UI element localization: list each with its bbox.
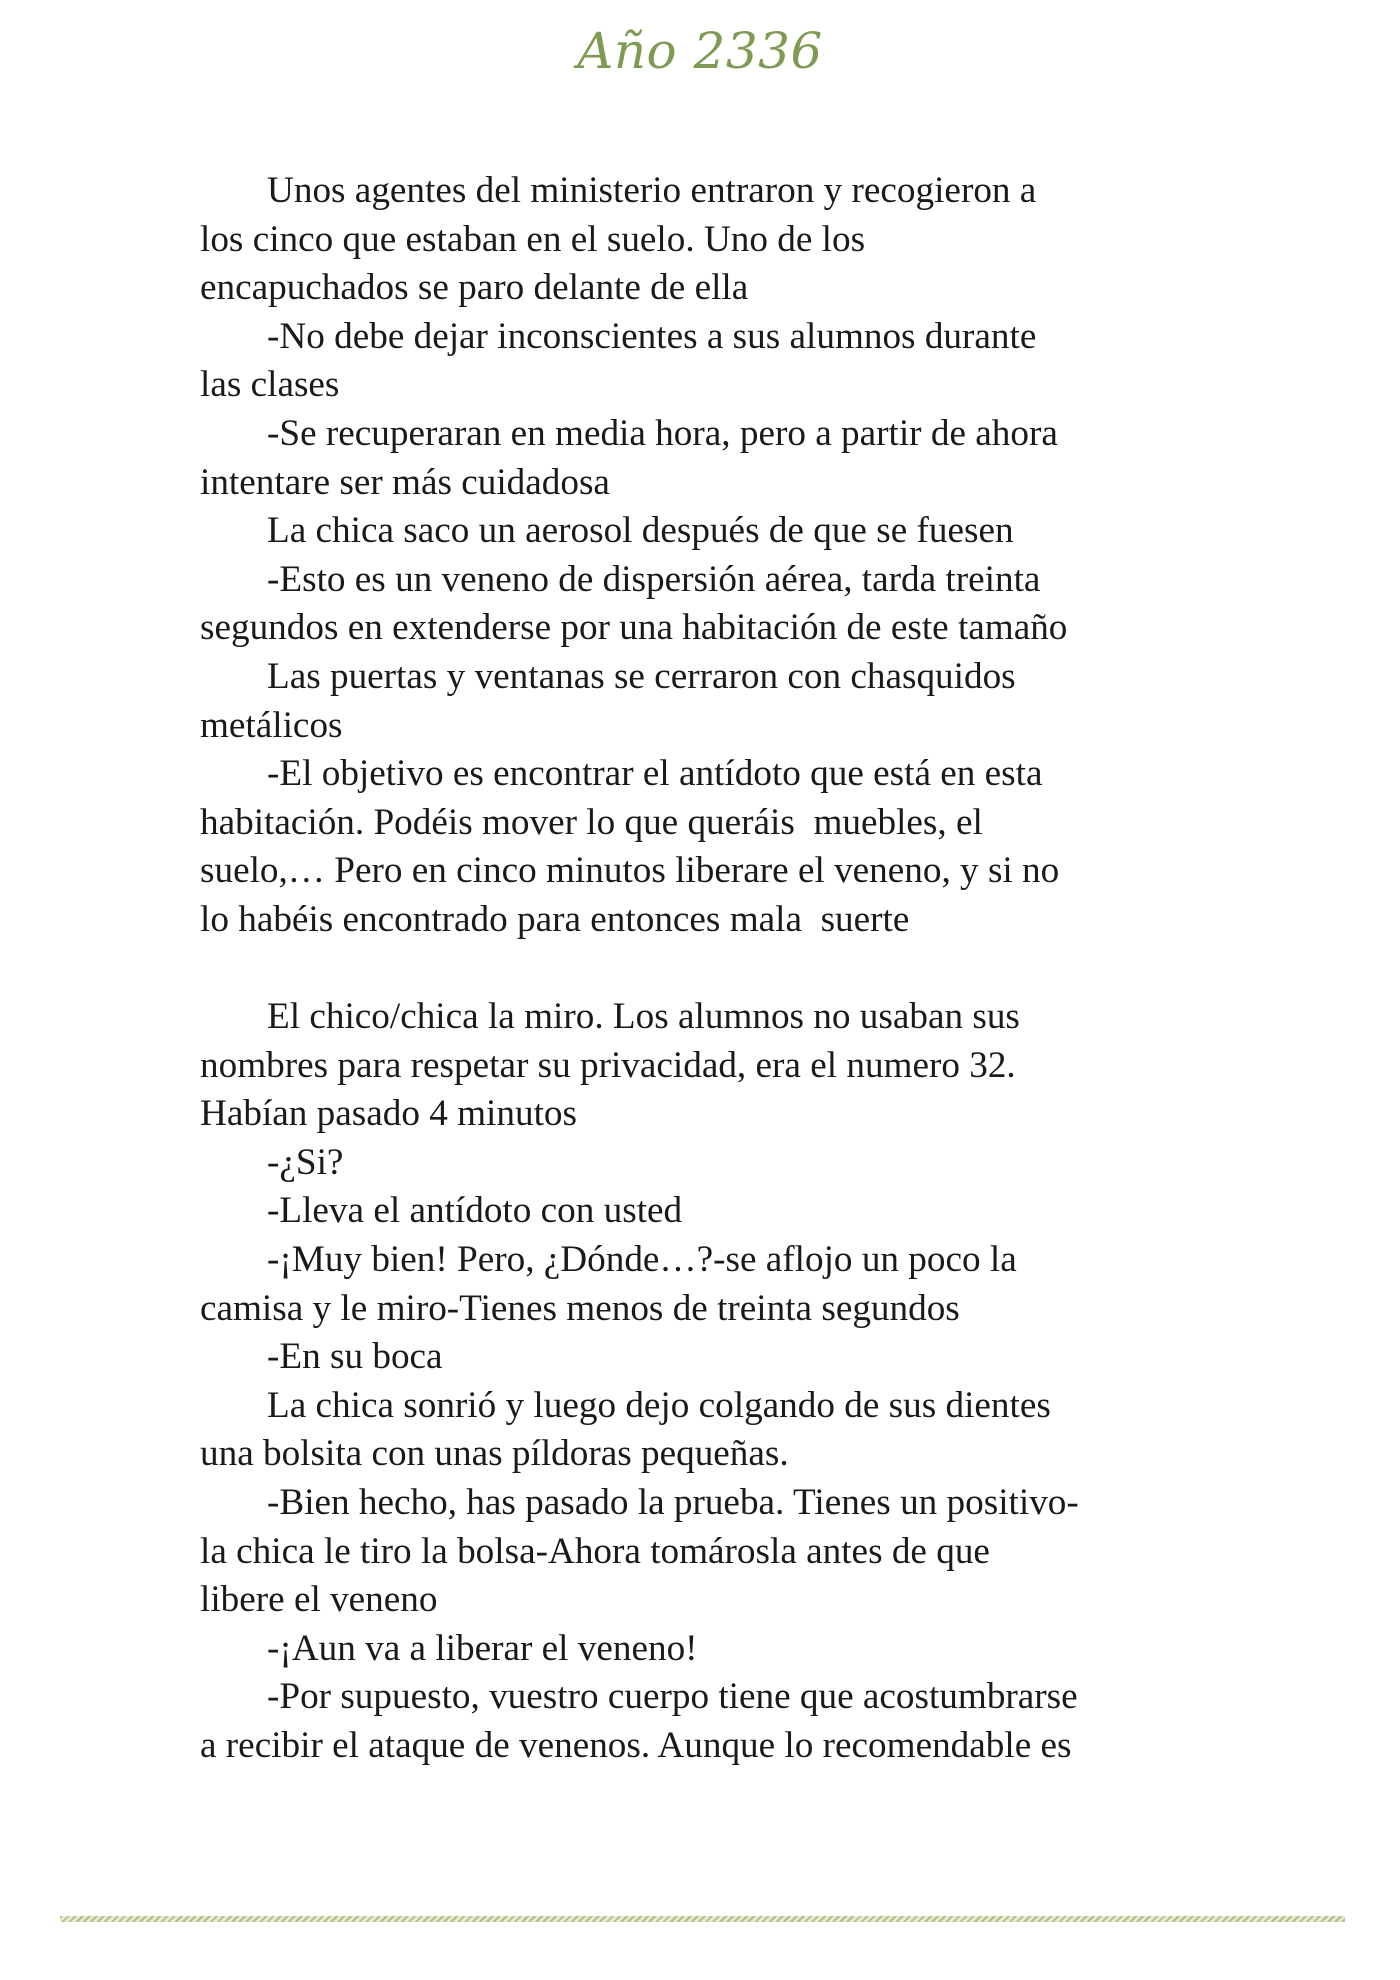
text-line: intentare ser más cuidadosa <box>200 461 610 503</box>
text-line: nombres para respetar su privacidad, era el numero 32. <box>200 1044 1016 1086</box>
text-line: Las puertas y ventanas se cerraron con chasquidos <box>267 655 1016 697</box>
text-line: -Bien hecho, has pasado la prueba. Tienes un positivo- <box>267 1482 1079 1524</box>
text-line: Habían pasado 4 minutos <box>200 1093 577 1135</box>
text-line: -Por supuesto, vuestro cuerpo tiene que acostumbrarse <box>267 1676 1078 1718</box>
text-line: encapuchados se paro delante de ella <box>200 267 749 309</box>
text-line: -Se recuperaran en media hora, pero a partir de ahora <box>267 412 1058 454</box>
footer-decorative-rule <box>60 1916 1345 1922</box>
text-line: -No debe dejar inconscientes a sus alumnos durante <box>267 315 1037 357</box>
text-line: camisa y le miro-Tienes menos de treinta segundos <box>200 1287 960 1329</box>
text-line: -¡Aun va a liberar el veneno! <box>267 1627 698 1669</box>
text-line: -¿Si? <box>267 1141 344 1183</box>
text-line: libere el veneno <box>200 1579 438 1621</box>
text-line: suelo,… Pero en cinco minutos liberare el veneno, y si no <box>200 850 1060 892</box>
text-line: -¡Muy bien! Pero, ¿Dónde…?-se aflojo un poco la <box>267 1239 1017 1281</box>
text-line: a recibir el ataque de venenos. Aunque lo recomendable es <box>200 1725 1072 1766</box>
text-line: -En su boca <box>267 1336 443 1378</box>
body-text <box>200 167 1210 1771</box>
text-line: segundos en extenderse por una habitación de este tamaño <box>200 607 1068 649</box>
text-line: las clases <box>200 364 340 406</box>
text-line: la chica le tiro la bolsa-Ahora tomárosla antes de que <box>200 1530 990 1572</box>
text-line: lo habéis encontrado para entonces mala suerte <box>200 898 910 940</box>
text-line: -El objetivo es encontrar el antídoto que está en esta <box>267 753 1043 795</box>
text-line: La chica sonrió y luego dejo colgando de sus dientes <box>267 1384 1051 1426</box>
page-header-title: Año 2336 <box>577 22 823 80</box>
text-line: -Esto es un veneno de dispersión aérea, tarda treinta <box>267 558 1041 600</box>
text-line: habitación. Podéis mover lo que queráis muebles, el <box>200 801 983 843</box>
text-line: una bolsita con unas píldoras pequeñas. <box>200 1433 789 1475</box>
text-line: La chica saco un aerosol después de que se fuesen <box>267 510 1014 552</box>
text-line: El chico/chica la miro. Los alumnos no usaban sus <box>267 996 1020 1038</box>
text-line: metálicos <box>200 704 343 746</box>
text-line: los cinco que estaban en el suelo. Uno de los <box>200 218 866 260</box>
text-line: Unos agentes del ministerio entraron y recogieron a <box>267 170 1037 211</box>
blank-line <box>200 945 1210 994</box>
text-line: -Lleva el antídoto con usted <box>267 1190 683 1232</box>
